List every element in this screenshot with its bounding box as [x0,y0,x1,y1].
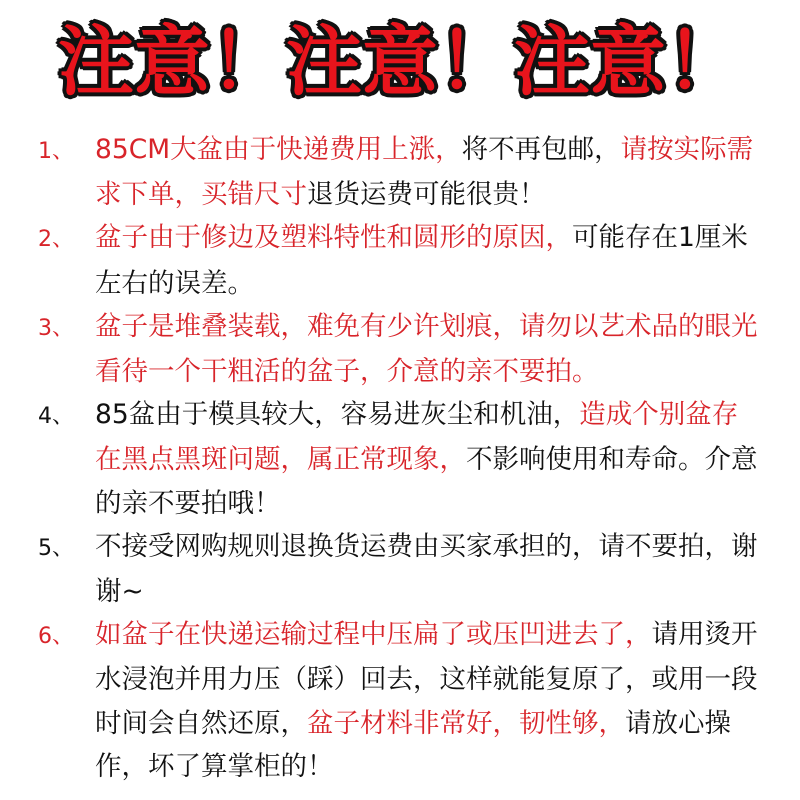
notice-text: 不影响使用和寿命。介意的亲不要拍哦！ [95,444,758,519]
notice-text: 造成个别盆存在黑点黑斑问题，属正常现象， [95,399,739,476]
notice-item-2 [38,216,758,304]
notice-number: 4、 [38,404,74,430]
notice-number: 3、 [38,315,74,341]
notice-number: 5、 [38,535,74,561]
notice-number: 1、 [38,139,74,164]
notice-text: 85CM大盆由于快递费用上涨， [95,134,462,165]
notice-text: 退货运费可能很贵！ [307,179,546,211]
notice-text: 盆子由于修边及塑料特性和圆形的原因， [95,222,572,254]
notice-item-6 [38,613,758,788]
notice-number: 6、 [38,624,74,650]
notice-number: 2、 [38,227,74,253]
notice-text: 请按实际需求下单，买错尺寸 [95,134,754,211]
notice-text: 可能存在1厘米左右的误差。 [95,222,748,299]
notice-item-1 [38,128,758,216]
notice-text: 请放心操作，坏了算掌柜的！ [95,707,731,782]
notice-item-4 [38,393,758,525]
notice-item-5 [38,525,758,613]
warning-title: 注意！注意！注意！ [58,17,742,106]
notice-text: 不接受网购规则退换货运费由买家承担的，请不要拍，谢谢~ [95,530,758,608]
notice-item-3 [38,305,758,393]
notice-text: 盆子是堆叠装载，难免有少许划痕，请勿以艺术品的眼光看待一个干粗活的盆子，介意的亲不要拍。 [95,310,758,388]
notice-text: 将不再包邮， [461,134,621,165]
notice-text: 请用烫开水浸泡并用力压（踩）回去，这样就能复原了，或用一段时间会自然还原， [95,619,758,739]
notice-text: 盆子材料非常好，韧性够， [307,707,625,739]
notice-text: 如盆子在快递运输过程中压扁了或压凹进去了， [95,619,652,651]
notice-text: 85盆由于模具较大，容易进灰尘和机油， [95,399,580,431]
notice-list [38,128,758,788]
